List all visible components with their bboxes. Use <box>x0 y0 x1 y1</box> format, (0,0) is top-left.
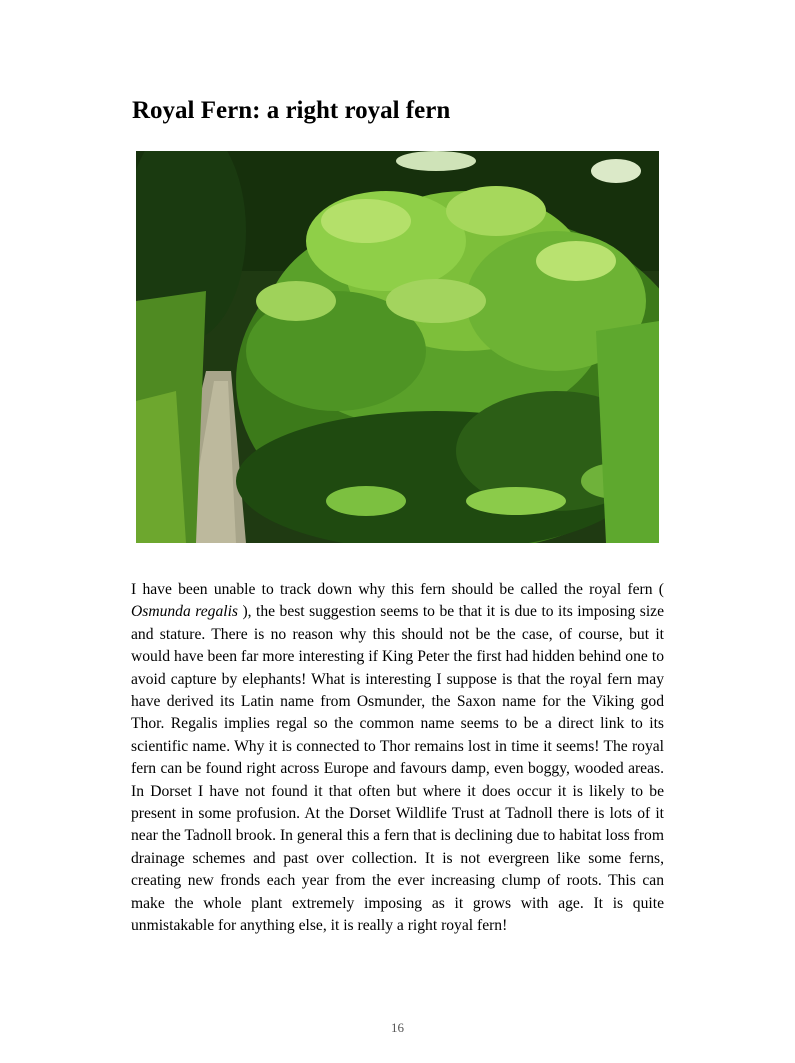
fern-illustration <box>136 151 659 543</box>
paragraph-text-rest: ), the best suggestion seems to be that it is due to its imposing size and stature. There is no reason why this should not be the case, of course, but it would have been far more interesting if King Peter the first had hidden behind one to avoid capture by elephants! What is interesting I suppose is that the royal fern may have derived its Latin name from Osmunder, the Saxon name for the Viking god Thor. Regalis implies regal so the common name seems to be a direct link to its scientific name. Why it is connected to Thor remains lost in time it seems! The royal fern can be found right across Europe and favours damp, even boggy, wooded areas. In Dorset I have not found it that often but where it does occur it is likely to be present in some profusion. At the Dorset Wildlife Trust at Tadnoll there is lots of it near the Tadnoll brook. In general this a fern that is declining due to habitat loss from drainage schemes and past over collection. It is not evergreen like some ferns, creating new fronds each year from the ever increasing clump of roots. This can make the whole plant extremely imposing as it grows with age. It is quite unmistakable for anything else, it is really a right royal fern! <box>131 603 664 935</box>
page-title: Royal Fern: a right royal fern <box>132 97 451 124</box>
latin-name: Osmunda regalis <box>131 603 238 621</box>
page-number: 16 <box>391 1020 404 1035</box>
royal-fern-photo <box>136 151 659 543</box>
body-paragraph <box>131 579 664 938</box>
paragraph-text-start: I have been unable to track down why this fern should be called the royal fern ( <box>131 581 664 598</box>
